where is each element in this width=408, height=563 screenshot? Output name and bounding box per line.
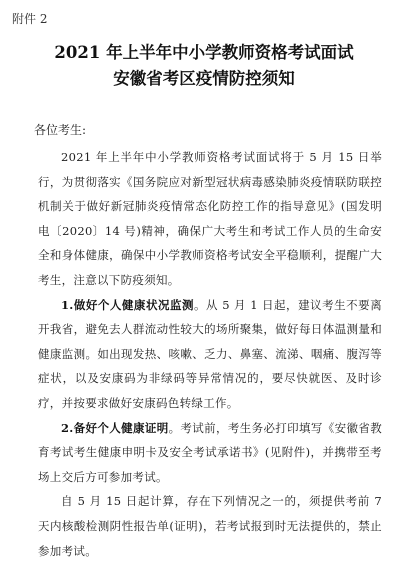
paragraph-intro: 2021 年上半年中小学教师资格考试面试将于 5 月 15 日举行，为贯彻落实《国务院应对新型冠状病毒感染肺炎疫情联防联控机制关于做好新冠肺炎疫情常态化防控工作的指导意见》(国发明电〔2020〕14 号)精神，确保广大考生和考试工作人员的生命安全和身体健康，确保中小学教师资格考试安全平稳顺利，提醒广大考生，注意以下防疫须知。 bbox=[38, 150, 382, 287]
salutation: 各位考生: bbox=[34, 123, 87, 137]
paragraph-nucleic-acid-test: 自 5 月 15 日起计算，存在下列情况之一的，须提供考前 7 天内核酸检测阴性报告单(证明)，若考试报到时无法提供的，禁止参加考试。 bbox=[38, 494, 382, 558]
paragraph-health-certificate bbox=[38, 416, 382, 490]
attachment-label: 附件 2 bbox=[12, 12, 48, 26]
paragraph-heading: 2.备好个人健康证明 bbox=[61, 420, 169, 435]
paragraph-body: 。考试前，考生务必打印填写《安徽省教育考试考生健康申明卡及安全考试承诺书》(见附件)，并携带至考场上交后方可参加考试。 bbox=[38, 420, 382, 484]
paragraph-heading: 1.做好个人健康状况监测 bbox=[61, 297, 195, 312]
document-title-line-2: 安徽省考区疫情防控须知 bbox=[113, 69, 295, 88]
document-title-line-1: 2021 年上半年中小学教师资格考试面试 bbox=[54, 43, 354, 62]
paragraph-body: 。从 5 月 1 日起，建议考生不要离开我省，避免去人群流动性较大的场所聚集，做好每日体温测量和健康监测。如出现发热、咳嗽、乏力、鼻塞、流涕、咽痛、腹泻等症状，以及安康码为非绿码等异常情况的，要尽快就医、及时诊疗，并按要求做好安康码色转绿工作。 bbox=[38, 297, 382, 410]
paragraph-health-monitoring bbox=[38, 293, 382, 416]
